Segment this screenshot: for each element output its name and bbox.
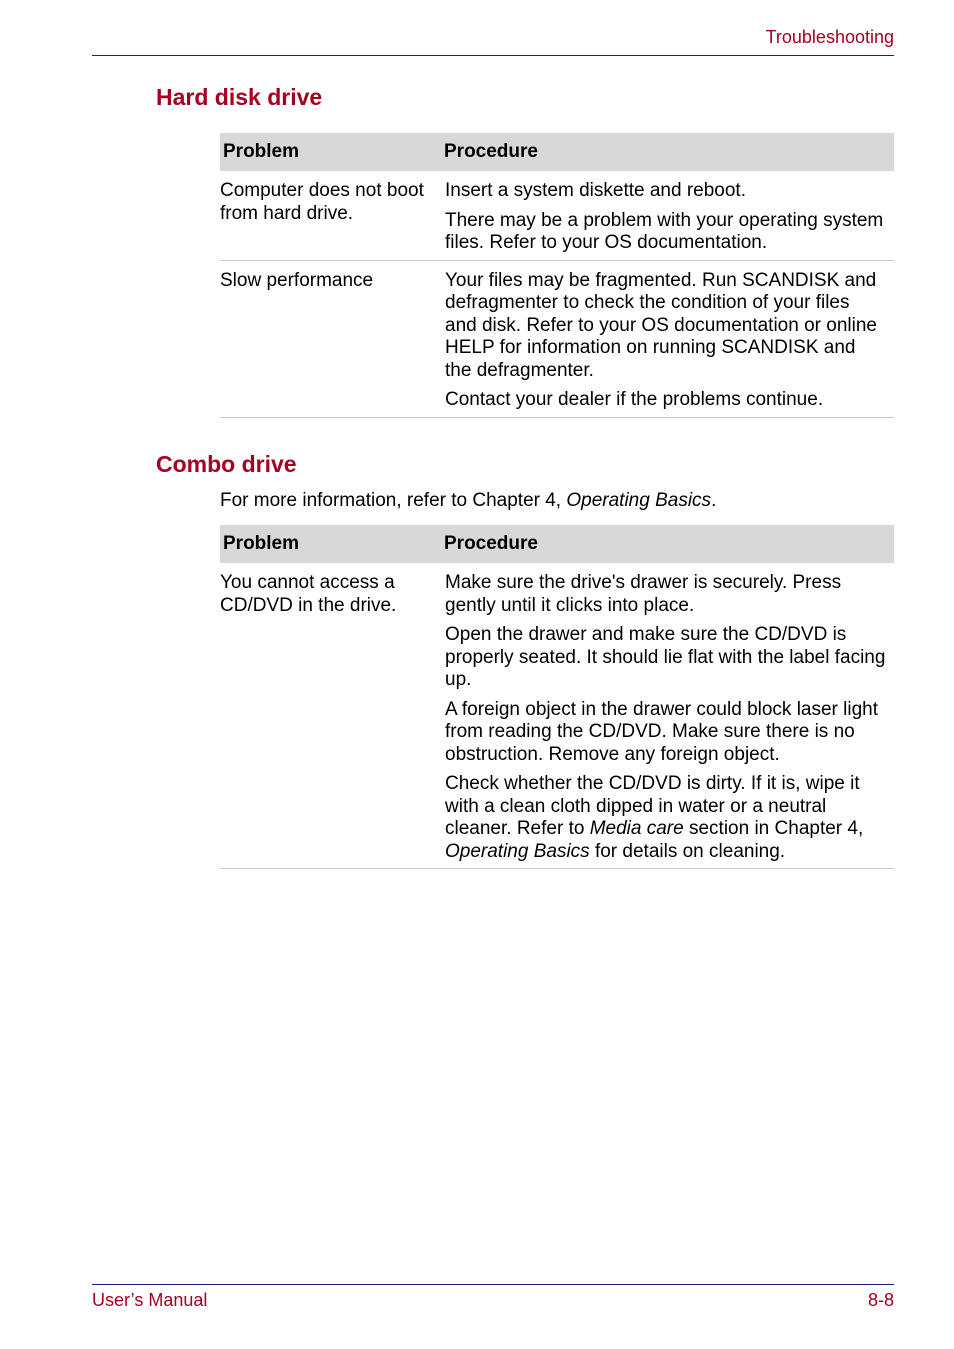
column-header-procedure: Procedure: [442, 525, 894, 563]
problem-cell: Computer does not boot from hard drive.: [220, 171, 442, 260]
running-header: Troubleshooting: [765, 27, 894, 47]
combo-troubleshooting-table: [220, 525, 894, 869]
procedure-text: A foreign object in the drawer could block laser light from reading the CD/DVD. Make sure there is no obstruction. Remove any foreign object.: [445, 698, 879, 765]
page-number: 8-8: [867, 1290, 894, 1310]
procedure-cell: [442, 171, 894, 260]
column-header-problem: Problem: [220, 525, 442, 563]
table-row: [220, 260, 894, 417]
procedure-cell: [442, 260, 894, 417]
procedure-text: Insert a system diskette and reboot.: [445, 180, 746, 201]
procedure-text-part: section in Chapter 4,: [683, 818, 864, 839]
media-care-reference: Media care: [589, 818, 684, 839]
header-rule: [92, 55, 894, 56]
procedure-text-part: Check whether the CD/DVD is dirty. If it is, wipe it with a clean cloth dipped in water or a neutral cleaner. Refer to: [445, 773, 860, 839]
footer-rule: [92, 1284, 894, 1285]
table-header-row: [220, 525, 894, 563]
procedure-cell: [442, 563, 894, 869]
procedure-text: Make sure the drive's drawer is securely. Press gently until it clicks into place.: [445, 572, 842, 616]
procedure-text: Open the drawer and make sure the CD/DVD is properly seated. It should lie flat with the label facing up.: [445, 624, 886, 690]
problem-cell: You cannot access a CD/DVD in the drive.: [220, 563, 442, 869]
table-row: [220, 563, 894, 869]
column-header-procedure: Procedure: [442, 133, 894, 171]
column-header-problem: Problem: [220, 133, 442, 171]
heading-hard-disk-drive: Hard disk drive: [156, 84, 323, 110]
procedure-text: Contact your dealer if the problems continue.: [445, 389, 824, 410]
procedure-text: There may be a problem with your operating system files. Refer to your OS documentation.: [445, 209, 884, 253]
footer-manual-title: User’s Manual: [92, 1290, 208, 1310]
heading-combo-drive: Combo drive: [156, 451, 297, 477]
procedure-text-part: for details on cleaning.: [589, 840, 786, 862]
procedure-text: Your files may be fragmented. Run SCANDISK and defragmenter to check the condition of your files and disk. Refer to your OS documentation or online HELP for information on running SCANDISK and the defragmenter.: [445, 269, 877, 381]
problem-cell: Slow performance: [220, 260, 442, 417]
hdd-troubleshooting-table: [220, 133, 894, 418]
table-row: [220, 171, 894, 260]
intro-suffix: .: [711, 490, 717, 511]
operating-basics-reference: Operating Basics: [445, 840, 590, 862]
intro-text: For more information, refer to Chapter 4,: [220, 490, 567, 511]
table-header-row: [220, 133, 894, 171]
procedure-text: [445, 773, 886, 863]
intro-reference: Operating Basics: [566, 490, 712, 511]
combo-intro: [220, 490, 716, 512]
